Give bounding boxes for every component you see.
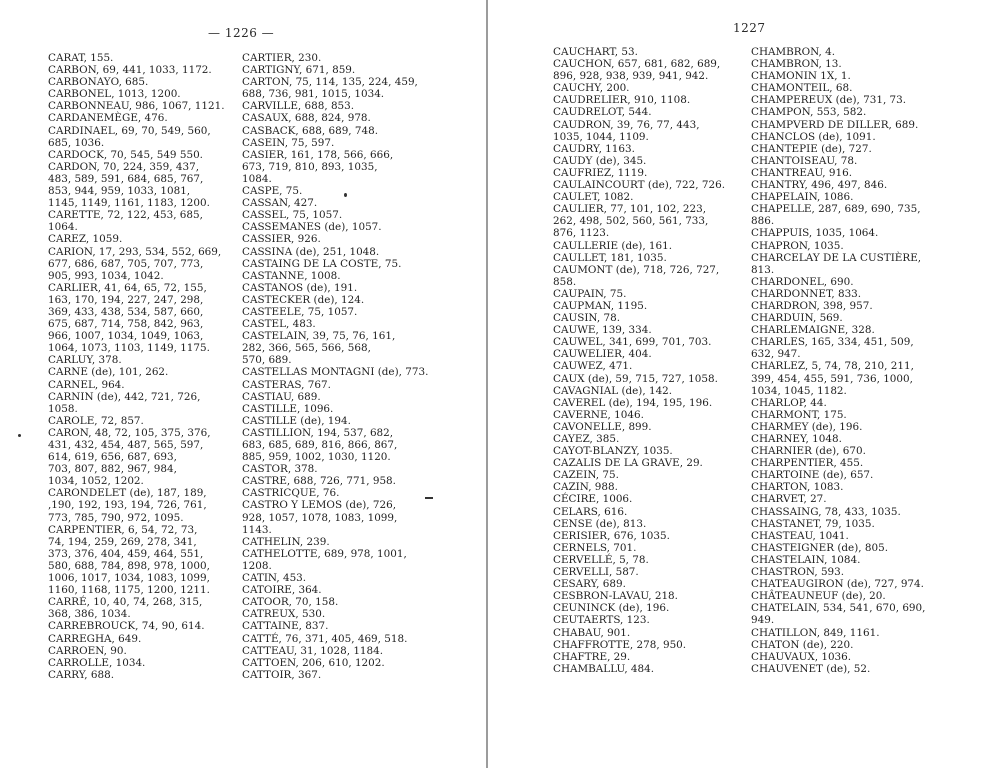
index-entry: CASTECKER (de), 124. bbox=[242, 293, 365, 306]
index-entry: CAVONELLE, 899. bbox=[553, 420, 652, 433]
index-entry: CHASTEIGNER (de), 805. bbox=[751, 541, 889, 554]
index-entry: 74, 194, 259, 269, 278, 341, bbox=[48, 535, 197, 548]
index-entry: CAVEREL (de), 194, 195, 196. bbox=[553, 396, 713, 409]
index-entry: CHARPENTIER, 455. bbox=[751, 457, 864, 470]
index-entry: CAULLET, 181, 1035. bbox=[553, 251, 667, 264]
index-entry: CATTÉ, 76, 371, 405, 469, 518. bbox=[242, 632, 408, 645]
index-entry: CARTIGNY, 671, 859. bbox=[242, 64, 356, 77]
index-entry: CHASTRON, 593. bbox=[751, 566, 845, 579]
ink-speck bbox=[425, 497, 433, 499]
index-entry: CARDOCK, 70, 545, 549 550. bbox=[48, 148, 203, 161]
right-page-number: 1227 bbox=[733, 21, 766, 35]
index-entry: CHARLES, 165, 334, 451, 509, bbox=[751, 336, 914, 349]
index-entry: CAUWEZ, 471. bbox=[553, 360, 633, 373]
index-entry: 373, 376, 404, 459, 464, 551, bbox=[48, 547, 204, 560]
index-entry: CARVILLE, 688, 853. bbox=[242, 100, 355, 113]
index-entry: 570, 689. bbox=[242, 354, 292, 367]
ink-speck bbox=[18, 434, 21, 437]
index-entry: CASSIER, 926. bbox=[242, 233, 321, 246]
index-entry: CAUSIN, 78. bbox=[553, 312, 620, 325]
index-entry: CASBACK, 688, 689, 748. bbox=[242, 124, 379, 137]
index-entry: CHAPELAIN, 1086. bbox=[751, 191, 854, 204]
index-entry: 1160, 1168, 1175, 1200, 1211. bbox=[48, 584, 210, 597]
index-entry: 483, 589, 591, 684, 685, 767, bbox=[48, 172, 204, 185]
index-entry: CHASTANET, 79, 1035. bbox=[751, 517, 875, 530]
index-entry: CASPE, 75. bbox=[242, 185, 303, 198]
index-entry: CHAFFROTTE, 278, 950. bbox=[553, 638, 687, 651]
index-entry: 368, 386, 1034. bbox=[48, 608, 131, 621]
index-entry: CHANTRY, 496, 497, 846. bbox=[751, 179, 888, 192]
index-entry: 614, 619, 656, 687, 693, bbox=[48, 451, 177, 464]
index-column-3 bbox=[553, 46, 743, 675]
index-entry: 1145, 1149, 1161, 1183, 1200. bbox=[48, 197, 210, 210]
index-entry: CARETTE, 72, 122, 453, 685, bbox=[48, 209, 203, 222]
index-entry: CAUDRON, 39, 76, 77, 443, bbox=[553, 118, 700, 131]
index-entry: CAUWE, 139, 334. bbox=[553, 324, 652, 337]
index-entry: CARONDELET (de), 187, 189, bbox=[48, 487, 207, 500]
page-fold bbox=[486, 0, 488, 768]
index-entry: CATTAINE, 837. bbox=[242, 620, 329, 633]
index-entry: CARTIER, 230. bbox=[242, 52, 322, 64]
index-entry: CAROLE, 72, 857. bbox=[48, 414, 144, 427]
index-entry: CHATELAIN, 534, 541, 670, 690, bbox=[751, 602, 926, 615]
index-entry: 896, 928, 938, 939, 941, 942. bbox=[553, 70, 709, 83]
index-entry: CHANCLOS (de), 1091. bbox=[751, 130, 876, 143]
index-entry: CHAMPON, 553, 582. bbox=[751, 106, 867, 119]
index-entry: CAUX (de), 59, 715, 727, 1058. bbox=[553, 372, 718, 385]
index-entry: 262, 498, 502, 560, 561, 733, bbox=[553, 215, 709, 228]
index-entry: CHASSAING, 78, 433, 1035. bbox=[751, 505, 901, 518]
index-entry: CASTRE, 688, 726, 771, 958. bbox=[242, 475, 396, 488]
index-entry: 1143. bbox=[242, 523, 272, 536]
index-entry: CAYEZ, 385. bbox=[553, 433, 620, 445]
index-entry: CHAFTRE, 29. bbox=[553, 650, 631, 663]
index-entry: CAZIN, 988. bbox=[553, 481, 618, 494]
index-entry: CARROEN, 90. bbox=[48, 644, 127, 657]
index-entry: CHATON (de), 220. bbox=[751, 638, 854, 651]
index-entry: CERNELS, 701. bbox=[553, 541, 637, 554]
index-entry: CAULIER, 77, 101, 102, 223, bbox=[553, 203, 707, 216]
index-entry: 677, 686, 687, 705, 707, 773, bbox=[48, 257, 204, 270]
index-entry: CASTANNE, 1008. bbox=[242, 269, 341, 282]
index-entry: 1064. bbox=[48, 221, 78, 234]
index-entry: CHARMEY (de), 196. bbox=[751, 420, 863, 433]
index-entry: CATHELOTTE, 689, 978, 1001, bbox=[242, 547, 407, 560]
index-entry: CERVELLI, 587. bbox=[553, 566, 639, 579]
index-entry: CATREUX, 530. bbox=[242, 608, 326, 621]
index-entry: CHAMBRON, 4. bbox=[751, 46, 836, 58]
index-entry: CAVERNE, 1046. bbox=[553, 408, 644, 421]
index-entry: CAUWELIER, 404. bbox=[553, 348, 652, 361]
index-entry: CARREGHA, 649. bbox=[48, 632, 142, 645]
index-entry: CAUCHON, 657, 681, 682, 689, bbox=[553, 58, 721, 71]
index-entry: CASTILLE, 1096. bbox=[242, 402, 334, 415]
index-entry: CARRY, 688. bbox=[48, 668, 115, 681]
index-entry: 703, 807, 882, 967, 984, bbox=[48, 463, 177, 476]
index-entry: CARBONAYO, 685. bbox=[48, 76, 149, 89]
index-entry: CASTILLION, 194, 537, 682, bbox=[242, 426, 394, 439]
index-entry: CHARLEZ, 5, 74, 78, 210, 211, bbox=[751, 360, 914, 373]
index-entry: CHARNIER (de), 670. bbox=[751, 445, 866, 458]
index-entry: CAREZ, 1059. bbox=[48, 233, 123, 246]
index-entry: CAYOT-BLANZY, 1035. bbox=[553, 445, 673, 458]
index-entry: CASTEELE, 75, 1057. bbox=[242, 305, 358, 318]
index-entry: CATOOR, 70, 158. bbox=[242, 596, 339, 609]
index-entry: 632, 947. bbox=[751, 348, 801, 361]
index-entry: CHARDRON, 398, 957. bbox=[751, 299, 873, 312]
index-entry: CASTRO Y LEMOS (de), 726, bbox=[242, 499, 397, 512]
index-entry: CELARS, 616. bbox=[553, 505, 628, 518]
index-entry: CHASTELAIN, 1084. bbox=[751, 553, 861, 566]
index-entry: 1064, 1073, 1103, 1149, 1175. bbox=[48, 342, 210, 355]
index-entry: CHABAU, 901. bbox=[553, 626, 631, 639]
index-entry: CATTOIR, 367. bbox=[242, 668, 322, 681]
index-entry: CHANTREAU, 916. bbox=[751, 166, 852, 179]
index-entry: 369, 433, 438, 534, 587, 660, bbox=[48, 305, 204, 318]
index-entry: CASIER, 161, 178, 566, 666, bbox=[242, 148, 394, 161]
index-entry: 1208. bbox=[242, 559, 272, 572]
index-entry: CAUDRELOT, 544. bbox=[553, 106, 652, 119]
index-entry: 876, 1123. bbox=[553, 227, 610, 240]
index-entry: CHARDUIN, 569. bbox=[751, 312, 843, 325]
index-entry: CATTOEN, 206, 610, 1202. bbox=[242, 656, 385, 669]
index-entry: CAUDRELIER, 910, 1108. bbox=[553, 94, 691, 107]
index-entry: CHAPRON, 1035. bbox=[751, 239, 844, 252]
index-entry: CARTON, 75, 114, 135, 224, 459, bbox=[242, 76, 418, 89]
index-entry: CAUFRIEZ, 1119. bbox=[553, 166, 648, 179]
index-entry: CHAMONTEIL, 68. bbox=[751, 82, 853, 95]
index-entry: 675, 687, 714, 758, 842, 963, bbox=[48, 318, 204, 331]
index-entry: CARBON, 69, 441, 1033, 1172. bbox=[48, 64, 212, 77]
index-entry: CASTOR, 378. bbox=[242, 463, 318, 476]
index-entry: 580, 688, 784, 898, 978, 1000, bbox=[48, 559, 210, 572]
index-entry: CHARCELAY DE LA CUSTIÈRE, bbox=[751, 251, 922, 264]
index-entry: CASTILLE (de), 194. bbox=[242, 414, 351, 427]
index-entry: CAUPMAN, 1195. bbox=[553, 299, 648, 312]
index-entry: CERVELLÉ, 5, 78. bbox=[553, 553, 649, 566]
index-entry: CATOIRE, 364. bbox=[242, 584, 322, 597]
index-entry: CHAMONIN 1X, 1. bbox=[751, 70, 851, 83]
index-entry: 1034, 1045, 1182. bbox=[751, 384, 847, 397]
index-entry: CASTANOS (de), 191. bbox=[242, 281, 358, 294]
index-column-4 bbox=[751, 46, 956, 675]
index-entry: CARAT, 155. bbox=[48, 52, 114, 64]
index-entry: 282, 366, 565, 566, 568, bbox=[242, 342, 371, 355]
index-entry: CASSINA (de), 251, 1048. bbox=[242, 245, 380, 258]
index-entry: CHARDONEL, 690. bbox=[751, 275, 854, 288]
index-entry: CARBONEL, 1013, 1200. bbox=[48, 88, 181, 101]
index-entry: CASTELLAS MONTAGNI (de), 773. bbox=[242, 366, 429, 379]
index-column-2 bbox=[242, 52, 442, 681]
index-entry: 886. bbox=[751, 215, 775, 228]
index-entry: CASTEL, 483. bbox=[242, 318, 316, 331]
index-entry: CHAPELLE, 287, 689, 690, 735, bbox=[751, 203, 921, 216]
left-page-number: — 1226 — bbox=[208, 26, 275, 40]
index-entry: CARON, 48, 72, 105, 375, 376, bbox=[48, 426, 211, 439]
index-entry: CASTIAU, 689. bbox=[242, 390, 321, 403]
index-entry: CAZEIN, 75. bbox=[553, 469, 619, 482]
index-entry: CENSE (de), 813. bbox=[553, 517, 647, 530]
index-entry: CASAUX, 688, 824, 978. bbox=[242, 112, 371, 125]
index-entry: CASTERAS, 767. bbox=[242, 378, 331, 391]
index-column-1 bbox=[48, 52, 234, 681]
index-entry: CARDON, 70, 224, 359, 437, bbox=[48, 160, 199, 173]
index-entry: CATIN, 453. bbox=[242, 572, 307, 585]
index-entry: CHATILLON, 849, 1161. bbox=[751, 626, 880, 639]
index-entry: CHANTEPIE (de), 727. bbox=[751, 142, 872, 155]
index-entry: CAULLERIE (de), 161. bbox=[553, 239, 673, 252]
index-entry: CAUWEL, 341, 699, 701, 703. bbox=[553, 336, 712, 349]
index-entry: ,190, 192, 193, 194, 726, 761, bbox=[48, 499, 207, 512]
index-entry: 685, 1036. bbox=[48, 136, 105, 149]
index-entry: 1084. bbox=[242, 172, 272, 185]
index-entry: 853, 944, 959, 1033, 1081, bbox=[48, 185, 191, 198]
index-entry: CAVAGNIAL (de), 142. bbox=[553, 384, 673, 397]
index-entry: CEUTAERTS, 123. bbox=[553, 614, 650, 627]
index-entry: CARION, 17, 293, 534, 552, 669, bbox=[48, 245, 222, 258]
index-entry: CAUMONT (de), 718, 726, 727, bbox=[553, 263, 720, 276]
index-entry: CHARLEMAIGNE, 328. bbox=[751, 324, 875, 337]
index-entry: CHARNEY, 1048. bbox=[751, 433, 842, 445]
index-entry: CHARVET, 27. bbox=[751, 493, 827, 506]
index-entry: CHATEAUGIRON (de), 727, 974. bbox=[751, 578, 924, 591]
index-entry: CASTAING DE LA COSTE, 75. bbox=[242, 257, 402, 270]
ink-speck bbox=[344, 193, 347, 197]
index-entry: CHARDONNET, 833. bbox=[751, 287, 862, 300]
index-entry: CATTEAU, 31, 1028, 1184. bbox=[242, 644, 384, 657]
index-entry: CAUCHART, 53. bbox=[553, 46, 638, 58]
index-entry: CHAMBALLU, 484. bbox=[553, 662, 655, 675]
index-entry: CARNE (de), 101, 262. bbox=[48, 366, 169, 379]
index-entry: 928, 1057, 1078, 1083, 1099, bbox=[242, 511, 398, 524]
index-entry: CHARLOP, 44. bbox=[751, 396, 827, 409]
index-entry: CAULAINCOURT (de), 722, 726. bbox=[553, 179, 725, 192]
index-entry: 683, 685, 689, 816, 866, 867, bbox=[242, 439, 398, 451]
index-entry: CARDINAEL, 69, 70, 549, 560, bbox=[48, 124, 211, 137]
index-entry: CHARTOINE (de), 657. bbox=[751, 469, 874, 482]
index-entry: CASSEL, 75, 1057. bbox=[242, 209, 343, 222]
index-entry: CARRÉ, 10, 40, 74, 268, 315, bbox=[48, 596, 203, 609]
index-entry: CAUDRY, 1163. bbox=[553, 142, 635, 155]
index-entry: 949. bbox=[751, 614, 775, 627]
index-entry: CARBONNEAU, 986, 1067, 1121. bbox=[48, 100, 225, 113]
index-entry: CHARMONT, 175. bbox=[751, 408, 847, 421]
index-entry: 773, 785, 790, 972, 1095. bbox=[48, 511, 184, 524]
index-entry: CHANTOISEAU, 78. bbox=[751, 154, 858, 167]
index-entry: CARNIN (de), 442, 721, 726, bbox=[48, 390, 201, 403]
index-entry: CHAMPVERD DE DILLER, 689. bbox=[751, 118, 919, 131]
index-entry: CHAUVAUX, 1036. bbox=[751, 650, 852, 663]
index-entry: 813. bbox=[751, 263, 775, 276]
index-entry: CARREBROUCK, 74, 90, 614. bbox=[48, 620, 205, 633]
index-entry: CARLUY, 378. bbox=[48, 354, 122, 367]
index-entry: 966, 1007, 1034, 1049, 1063, bbox=[48, 330, 204, 343]
index-entry: CARNEL, 964. bbox=[48, 378, 125, 391]
index-entry: CHAMBRON, 13. bbox=[751, 58, 842, 71]
index-entry: CAULET, 1082. bbox=[553, 191, 634, 204]
index-entry: 858. bbox=[553, 275, 577, 288]
index-entry: CAUCHY, 200. bbox=[553, 82, 630, 95]
index-entry: CASTELAIN, 39, 75, 76, 161, bbox=[242, 330, 396, 343]
index-entry: CATHELIN, 239. bbox=[242, 535, 330, 548]
index-entry: CHARTON, 1083. bbox=[751, 481, 844, 494]
index-entry: 688, 736, 981, 1015, 1034. bbox=[242, 88, 385, 101]
index-entry: CASTRICQUE, 76. bbox=[242, 487, 340, 500]
index-entry: CEUNINCK (de), 196. bbox=[553, 602, 670, 615]
index-entry: CARPENTIER, 6, 54, 72, 73, bbox=[48, 523, 198, 536]
index-entry: CÉCIRE, 1006. bbox=[553, 493, 633, 506]
index-entry: 163, 170, 194, 227, 247, 298, bbox=[48, 293, 204, 306]
index-entry: CARLIER, 41, 64, 65, 72, 155, bbox=[48, 281, 207, 294]
index-entry: 905, 993, 1034, 1042. bbox=[48, 269, 164, 282]
index-entry: CERISIER, 676, 1035. bbox=[553, 529, 670, 542]
index-entry: CARROLLE, 1034. bbox=[48, 656, 146, 669]
index-entry: CAZALIS DE LA GRAVE, 29. bbox=[553, 457, 703, 470]
index-entry: CARDANEMÈGE, 476. bbox=[48, 112, 168, 125]
index-entry: 885, 959, 1002, 1030, 1120. bbox=[242, 451, 391, 464]
index-entry: 431, 432, 454, 487, 565, 597, bbox=[48, 439, 204, 451]
index-entry: 1034, 1052, 1202. bbox=[48, 475, 144, 488]
index-entry: CHAPPUIS, 1035, 1064. bbox=[751, 227, 879, 240]
index-entry: 1006, 1017, 1034, 1083, 1099, bbox=[48, 572, 210, 585]
index-entry: 1058. bbox=[48, 402, 78, 415]
index-entry: CHAMPEREUX (de), 731, 73. bbox=[751, 94, 907, 107]
index-entry: CESBRON-LAVAU, 218. bbox=[553, 590, 678, 603]
index-entry: CAUPAIN, 75. bbox=[553, 287, 627, 300]
index-entry: CHASTEAU, 1041. bbox=[751, 529, 849, 542]
index-entry: 399, 454, 455, 591, 736, 1000, bbox=[751, 372, 913, 385]
index-entry: CHAUVENET (de), 52. bbox=[751, 662, 871, 675]
index-entry: CASEIN, 75, 597. bbox=[242, 136, 335, 149]
index-entry: CAUDY (de), 345. bbox=[553, 154, 647, 167]
index-entry: CESARY, 689. bbox=[553, 578, 626, 591]
index-entry: 673, 719, 810, 893, 1035, bbox=[242, 160, 378, 173]
index-entry: CASSEMANES (de), 1057. bbox=[242, 221, 382, 234]
index-entry: 1035, 1044, 1109. bbox=[553, 130, 649, 143]
index-entry: CASSAN, 427. bbox=[242, 197, 318, 210]
index-entry: CHÂTEAUNEUF (de), 20. bbox=[751, 590, 886, 603]
